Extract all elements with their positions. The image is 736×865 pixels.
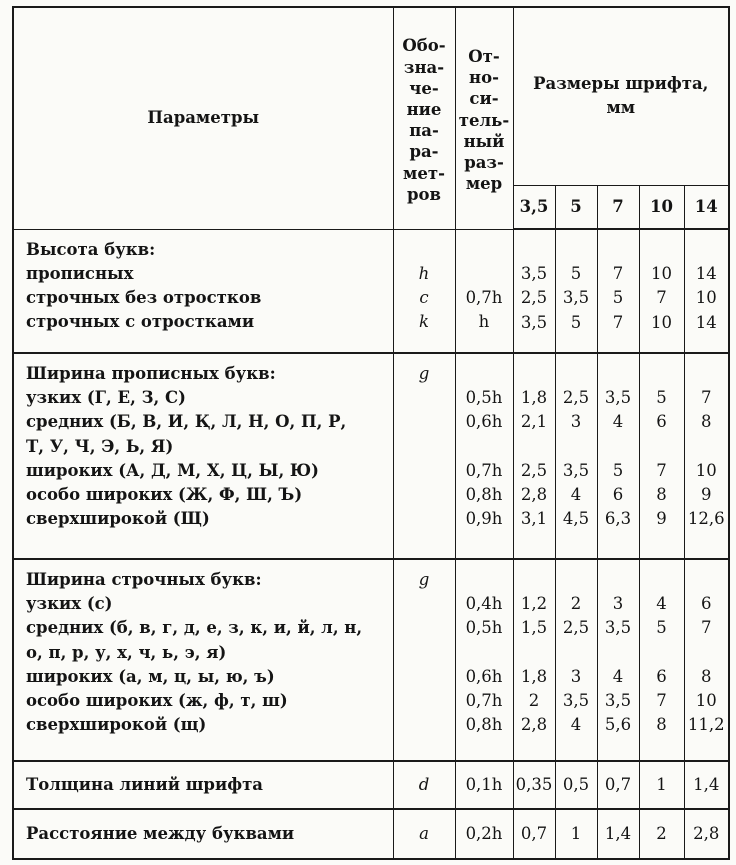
value: 3,5: [562, 690, 590, 710]
value: 2,5: [562, 618, 590, 638]
value: 4: [656, 594, 667, 614]
value: [514, 568, 555, 592]
header-font-sizes-line: мм: [606, 98, 636, 118]
header-relative-size: [455, 7, 513, 229]
value: 0,5: [562, 774, 590, 794]
value-cell-size-10: [639, 559, 684, 761]
header-size-7: 7: [597, 185, 639, 229]
relative-size-cell: [455, 761, 513, 809]
group-row-letter-height: [13, 229, 729, 353]
value: 3,5: [604, 618, 632, 638]
value-cell-size-5: [555, 559, 597, 761]
value-cell-size-14: [684, 353, 729, 559]
designation-cell-line: c: [419, 287, 429, 307]
value: [640, 435, 684, 459]
value: 1,2: [520, 594, 548, 614]
value: 5: [570, 312, 582, 332]
relative-size-cell-line: 0,9h: [465, 509, 503, 529]
parameter-cell-line: Ширина прописных букв:: [26, 364, 276, 383]
group-row-line-thickness: [13, 761, 729, 809]
value: 2,5: [520, 288, 548, 308]
value: [514, 238, 555, 262]
value: 1,8: [520, 388, 548, 408]
parameter-cell-line: Толщина линий шрифта: [26, 774, 263, 794]
value: 7: [612, 264, 624, 284]
value: 8: [656, 715, 667, 735]
parameter-cell-line: Т, У, Ч, Э, Ь, Я): [26, 436, 174, 456]
value: [556, 362, 597, 386]
parameter-cell: [13, 559, 393, 761]
header-font-sizes-line: Размеры шрифта,: [533, 74, 709, 94]
value-cell-size-5: [555, 229, 597, 353]
header-relative-line: тель-: [458, 110, 510, 130]
value: 0,7: [520, 823, 548, 843]
relative-size-cell-line: 0,5h: [465, 388, 503, 408]
group-row-uppercase-width: [13, 353, 729, 559]
header-size-10: 10: [639, 185, 684, 229]
value: 3,5: [604, 388, 632, 408]
parameter-cell-line: средних (б, в, г, д, е, з, к, и, й, л, н,: [26, 618, 363, 638]
value: 2,8: [693, 823, 720, 843]
value: [556, 435, 597, 459]
designation-cell-line: [394, 507, 455, 531]
header-font-sizes: [513, 7, 729, 185]
relative-size-cell-line: h: [478, 312, 490, 332]
header-designation-line: Обо-: [402, 36, 446, 56]
header-designation: [393, 7, 455, 229]
value: 7: [701, 618, 712, 638]
value: 7: [612, 312, 624, 332]
designation-cell-line: [394, 410, 455, 434]
relative-size-cell-line: 0,4h: [465, 594, 503, 614]
value-cell-size-10: [639, 229, 684, 353]
designation-cell-line: [394, 238, 455, 262]
value: [598, 568, 639, 592]
value: 2: [528, 690, 540, 710]
parameter-cell-line: о, п, р, у, х, ч, ь, э, я): [26, 642, 227, 662]
parameter-cell-line: сверхширокой (щ): [26, 715, 207, 735]
value-cell-size-5: [555, 353, 597, 559]
value: 2: [656, 823, 667, 843]
parameter-cell-line: узких (с): [26, 594, 113, 614]
header-relative-line: мер: [465, 174, 503, 194]
value-cell-size-3-5: [513, 559, 555, 761]
relative-size-cell-line: 0,7h: [465, 690, 503, 710]
value: [640, 362, 684, 386]
value-cell-size-3-5: [513, 761, 555, 809]
value: 9: [656, 509, 667, 529]
header-relative-line: ный: [463, 131, 505, 151]
parameter-cell-line: прописных: [26, 263, 134, 283]
value: 10: [695, 690, 717, 710]
designation-cell-line: g: [418, 570, 430, 589]
relative-size-cell-line: 0,1h: [465, 774, 503, 794]
designation-cell-line: [394, 386, 455, 410]
value-cell-size-10: [639, 809, 684, 859]
relative-size-cell-line: 0,6h: [465, 412, 503, 432]
parameter-cell-line: строчных с отростками: [26, 312, 255, 332]
value: [685, 362, 729, 386]
designation-cell-line: [394, 641, 455, 665]
designation-cell-line: k: [419, 312, 429, 332]
font-spec-table: [12, 6, 730, 860]
value: 7: [656, 288, 667, 308]
relative-size-cell-line: 0,2h: [465, 823, 503, 843]
value: [685, 238, 729, 262]
value-cell-size-5: [555, 809, 597, 859]
header-designation-line: че-: [409, 78, 439, 98]
relative-size-cell-line: [456, 262, 513, 286]
value: 3,5: [520, 264, 548, 284]
relative-size-cell: [455, 353, 513, 559]
value: 7: [701, 388, 712, 408]
value: 1,4: [604, 823, 632, 843]
value: 1,4: [693, 774, 720, 794]
header-relative-line: раз-: [464, 153, 504, 173]
relative-size-cell-line: 0,7h: [465, 287, 503, 307]
value: 8: [701, 666, 712, 686]
value: 6: [656, 666, 667, 686]
designation-cell-line: [394, 665, 455, 689]
value: 3,5: [520, 312, 548, 332]
designation-cell-line: [394, 592, 455, 616]
value: [556, 568, 597, 592]
value: [514, 641, 555, 665]
parameter-cell-line: особо широких (Ж, Ф, Ш, Ъ): [26, 485, 303, 505]
relative-size-cell: [455, 809, 513, 859]
value: 8: [701, 412, 712, 432]
relative-size-cell-line: [456, 568, 513, 592]
header-size-3-5: 3,5: [513, 185, 555, 229]
parameter-cell-line: сверхширокой (Щ): [26, 509, 210, 529]
header-parameters: Параметры: [13, 7, 393, 229]
parameter-cell: [13, 229, 393, 353]
parameter-cell-line: узких (Г, Е, З, С): [26, 388, 186, 408]
header-designation-line: ние: [406, 100, 442, 120]
value-cell-size-10: [639, 761, 684, 809]
value: 5: [656, 618, 667, 638]
group-row-lowercase-width: [13, 559, 729, 761]
parameter-cell-line: строчных без отростков: [26, 287, 262, 307]
value: 8: [656, 484, 667, 504]
value: [685, 568, 729, 592]
value: [598, 435, 639, 459]
relative-size-cell-line: 0,6h: [465, 666, 503, 686]
parameter-cell: [13, 761, 393, 809]
value: 2: [570, 594, 582, 614]
header-relative-line: но-: [469, 68, 499, 88]
relative-size-cell: [455, 559, 513, 761]
value-cell-size-14: [684, 761, 729, 809]
group-row-letter-spacing: [13, 809, 729, 859]
value: 3: [570, 666, 582, 686]
designation-cell-line: [394, 616, 455, 640]
value: 6: [612, 484, 624, 504]
relative-size-cell-line: [456, 641, 513, 665]
designation-cell: [393, 353, 455, 559]
value-cell-size-5: [555, 761, 597, 809]
value: [685, 435, 729, 459]
value: 3: [570, 412, 582, 432]
designation-cell-line: [394, 689, 455, 713]
header-relative-line: си-: [469, 89, 499, 109]
value: 5: [612, 288, 624, 308]
value-cell-size-14: [684, 229, 729, 353]
header-designation-line: зна-: [403, 57, 445, 77]
designation-cell-line: [394, 459, 455, 483]
value: 6: [656, 412, 667, 432]
parameter-cell-line: Расстояние между буквами: [26, 823, 295, 843]
value: 2,5: [562, 388, 590, 408]
header-size-14: 14: [684, 185, 729, 229]
relative-size-cell-line: 0,7h: [465, 460, 503, 480]
designation-cell-line: d: [418, 774, 430, 794]
designation-cell-line: g: [418, 364, 430, 383]
header-size-5: 5: [555, 185, 597, 229]
value-cell-size-14: [684, 559, 729, 761]
parameter-cell-line: Ширина строчных букв:: [26, 570, 262, 589]
designation-cell: [393, 809, 455, 859]
value: 11,2: [687, 715, 725, 735]
value: 1,5: [520, 618, 548, 638]
value: [556, 641, 597, 665]
value: [598, 641, 639, 665]
value: 0,35: [515, 774, 553, 794]
relative-size-cell-line: [456, 362, 513, 386]
value: 5,6: [604, 715, 632, 735]
header-designation-line: ра-: [409, 142, 439, 162]
value: 5: [612, 460, 624, 480]
designation-cell-line: [394, 483, 455, 507]
value: 3,5: [604, 690, 632, 710]
designation-cell-line: h: [418, 263, 430, 283]
value: [640, 641, 684, 665]
value: 1,8: [520, 666, 548, 686]
value-cell-size-7: [597, 353, 639, 559]
value: [514, 362, 555, 386]
value: 4: [570, 484, 582, 504]
relative-size-cell-line: [456, 435, 513, 459]
value: 4: [612, 412, 624, 432]
value: [598, 238, 639, 262]
value: 14: [695, 312, 717, 332]
value: 3: [612, 594, 624, 614]
header-designation-line: па-: [409, 121, 439, 141]
value-cell-size-14: [684, 809, 729, 859]
value: 2,8: [520, 484, 548, 504]
value: 4: [570, 715, 582, 735]
designation-cell: [393, 761, 455, 809]
parameter-cell-line: Высота букв:: [26, 239, 156, 259]
value: [598, 362, 639, 386]
value: 3,1: [520, 509, 548, 529]
value: 0,7: [604, 774, 632, 794]
value: 4,5: [562, 509, 590, 529]
value: 7: [656, 690, 667, 710]
header-designation-line: мет-: [403, 163, 445, 183]
relative-size-cell-line: 0,8h: [465, 484, 503, 504]
header-designation-line: ров: [406, 184, 441, 204]
parameter-cell-line: широких (А, Д, М, Х, Ц, Ы, Ю): [26, 460, 319, 480]
value: 6,3: [604, 509, 632, 529]
value: 10: [651, 312, 672, 332]
value: 1: [570, 823, 582, 843]
value-cell-size-7: [597, 559, 639, 761]
parameter-cell-line: особо широких (ж, ф, т, ш): [26, 691, 288, 711]
value: 10: [695, 288, 717, 308]
value: 4: [612, 666, 624, 686]
relative-size-cell-line: 0,8h: [465, 715, 503, 735]
value: 14: [695, 264, 717, 284]
value: 5: [570, 264, 582, 284]
value: 1: [656, 774, 667, 794]
value: 12,6: [687, 509, 725, 529]
value: 3,5: [562, 288, 590, 308]
value-cell-size-3-5: [513, 353, 555, 559]
parameter-cell: [13, 353, 393, 559]
value: 2,5: [520, 460, 548, 480]
value: 9: [701, 484, 712, 504]
value-cell-size-3-5: [513, 809, 555, 859]
value: [640, 238, 684, 262]
relative-size-cell: [455, 229, 513, 353]
parameter-cell-line: широких (а, м, ц, ы, ю, ъ): [26, 666, 275, 686]
value: 3,5: [562, 460, 590, 480]
relative-size-cell-line: 0,5h: [465, 618, 503, 638]
header-relative-line: От-: [468, 47, 500, 67]
designation-cell-line: a: [419, 823, 429, 843]
designation-cell-line: [394, 713, 455, 737]
value: 6: [701, 594, 712, 614]
value: 10: [695, 460, 717, 480]
designation-cell-line: [394, 435, 455, 459]
value-cell-size-10: [639, 353, 684, 559]
value-cell-size-7: [597, 809, 639, 859]
designation-cell: [393, 559, 455, 761]
relative-size-cell-line: [456, 238, 513, 262]
value: [685, 641, 729, 665]
value: 2,8: [520, 715, 548, 735]
value-cell-size-7: [597, 229, 639, 353]
value: [640, 568, 684, 592]
value-cell-size-3-5: [513, 229, 555, 353]
value-cell-size-7: [597, 761, 639, 809]
value: 5: [656, 388, 667, 408]
parameter-cell: [13, 809, 393, 859]
designation-cell: [393, 229, 455, 353]
value: [556, 238, 597, 262]
value: 2,1: [520, 412, 548, 432]
value: 10: [651, 264, 672, 284]
value: 7: [656, 460, 667, 480]
value: [514, 435, 555, 459]
parameter-cell-line: средних (Б, В, И, Қ, Л, Н, О, П, Р,: [26, 412, 347, 432]
